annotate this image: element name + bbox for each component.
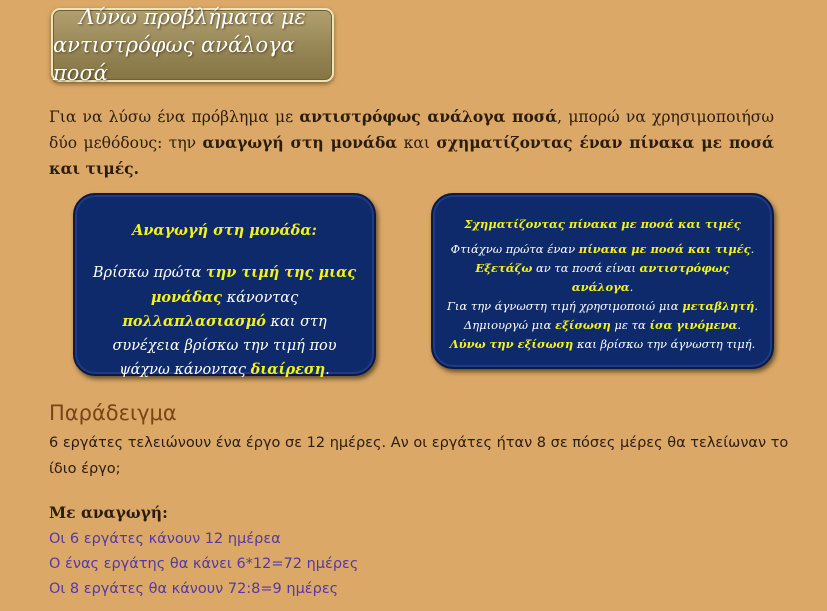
example-heading: Παράδειγμα — [49, 401, 177, 425]
reduction-text-2: κάνοντας — [221, 289, 299, 306]
intro-bold-table: σχηματίζοντας έναν πίνακα με ποσά και τιμές. — [49, 133, 774, 178]
reduction-text-1: Βρίσκω πρώτα — [92, 265, 206, 281]
intro-paragraph — [49, 104, 774, 182]
intro-text-2: , μπορώ να χρησιμοποιήσω δύο μεθόδους: την — [49, 108, 774, 152]
solution-steps — [49, 527, 358, 602]
reduction-highlight-division: διαίρεση — [250, 361, 326, 378]
table-card-line-5: Λύνω την εξίσωση και βρίσκω την άγνωστη τιμή. — [449, 337, 756, 351]
example-problem-text: 6 εργάτες τελειώνουν ένα έργο σε 12 ημέρες. Αν οι εργάτες ήταν 8 σε πόσες μέρες θα τελείωναν το ίδιο έργο; — [49, 435, 789, 477]
page-title-banner — [51, 5, 334, 85]
reduction-text-3: και στη συνέχεια βρίσκω την τιμή που ψάχνω κάνοντας — [112, 314, 337, 378]
page-title-line-2: αντιστρόφως ανάλογα ποσά — [53, 33, 295, 85]
page-title-line-1: Λύνω προβλήματα με — [79, 5, 306, 29]
intro-text-3: και — [397, 134, 437, 152]
reduction-card-body — [89, 261, 360, 383]
table-method-card — [431, 193, 774, 369]
solution-step: Οι 8 εργάτες θα κάνουν 72:8=9 ημέρες — [49, 581, 339, 597]
table-card-line-3: Για την άγνωστη τιμή χρησιμοποιώ μια μεταβλητή. — [446, 299, 759, 313]
table-card-line-4: Δημιουργώ μια εξίσωση με τα ίσα γινόμενα. — [463, 318, 742, 332]
solution-step: Οι 6 εργάτες κάνουν 12 ημέρεα — [49, 531, 281, 547]
solution-step: Ο ένας εργάτης θα κάνει 6*12=72 ημέρες — [49, 556, 359, 572]
reduction-highlight-unit: την τιμή της μιας μονάδας — [150, 264, 357, 306]
reduction-method-card — [73, 193, 376, 376]
intro-bold-inverse: αντιστρόφως ανάλογα ποσά — [299, 107, 558, 126]
reduction-card-title: Αναγωγή στη μονάδα: — [132, 222, 317, 239]
reduction-highlight-multiplication: πολλαπλασιασμό — [122, 313, 266, 330]
table-card-line-1: Φτιάχνω πρώτα έναν πίνακα με ποσά και τιμές. — [450, 242, 755, 256]
table-card-body — [443, 240, 762, 354]
reduction-text-4: . — [325, 362, 330, 378]
method-heading: Με αναγωγή: — [49, 503, 168, 522]
intro-bold-reduction: αναγωγή στη μονάδα — [202, 133, 398, 152]
table-card-line-2: Εξετάζω αν τα ποσά είναι αντιστρόφως ανάλογα. — [475, 261, 730, 294]
intro-text-1: Για να λύσω ένα πρόβλημα με — [49, 108, 300, 126]
table-card-title: Σχηματίζοντας πίνακα με ποσά και τιμές — [464, 217, 741, 231]
